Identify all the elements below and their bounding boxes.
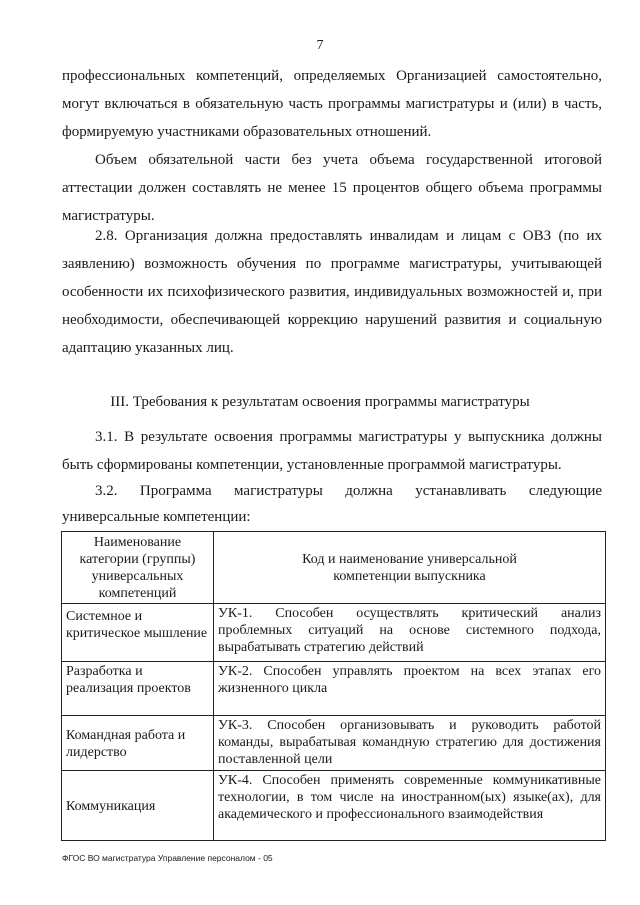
description-cell: УК-3. Способен организовывать и руководить работой команды, вырабатывая командную стратегию для достижения поставленной цели [214, 716, 606, 771]
category-cell: Системное и критическое мышление [62, 604, 214, 662]
table-row [62, 771, 606, 841]
paragraph-3-1: 3.1. В результате освоения программы магистратуры у выпускника должны быть сформированы компетенции, установленные программой магистратуры. [62, 429, 602, 473]
table-row [62, 604, 606, 662]
description-cell: УК-4. Способен применять современные коммуникативные технологии, в том числе на иностранном(ых) языке(ах), для академического и профессионального взаимодействия [214, 771, 606, 841]
description-cell: УК-2. Способен управлять проектом на всех этапах его жизненного цикла [214, 662, 606, 716]
paragraph-3-2-line1: 3.2. Программа магистратуры должна устанавливать следующие [95, 483, 602, 499]
table-header-row [62, 532, 606, 604]
paragraph-mandatory-part-volume: Объем обязательной части без учета объема государственной итоговой аттестации должен составлять не менее 15 процентов общего объема программы магистратуры. [62, 152, 602, 224]
description-cell: УК-1. Способен осуществлять критический анализ проблемных ситуаций на основе системного подхода, вырабатывать стратегию действий [214, 604, 606, 662]
category-cell: Командная работа и лидерство [62, 716, 214, 771]
paragraph-3-2-line2: универсальные компетенции: [62, 509, 251, 525]
header-category: Наименование категории (группы) универсальных компетенций [62, 532, 214, 604]
table-row [62, 716, 606, 771]
header-code: Код и наименование универсальной компетенции выпускника [214, 532, 606, 604]
page-number: 7 [316, 38, 324, 53]
category-cell: Коммуникация [62, 771, 214, 841]
footer: ФГОС ВО магистратура Управление персоналом - 05 [62, 853, 273, 863]
table-row [62, 662, 606, 716]
section-title: III. Требования к результатам освоения программы магистратуры [110, 394, 530, 410]
paragraph-2-8-disabilities: 2.8. Организация должна предоставлять инвалидам и лицам с ОВЗ (по их заявлению) возможность обучения по программе магистратуры, учитывающей особенности их психофизического развития, индивидуальных возможностей и, при необходимости, обеспечивающей коррекцию нарушений развития и социальную адаптацию указанных лиц. [62, 228, 602, 356]
category-cell: Разработка и реализация проектов [62, 662, 214, 716]
competencies-table [61, 531, 606, 841]
paragraph-competencies-continued: профессиональных компетенций, определяемых Организацией самостоятельно, могут включаться в обязательную часть программы магистратуры и (или) в часть, формируемую участниками образовательных отношений. [62, 68, 602, 140]
